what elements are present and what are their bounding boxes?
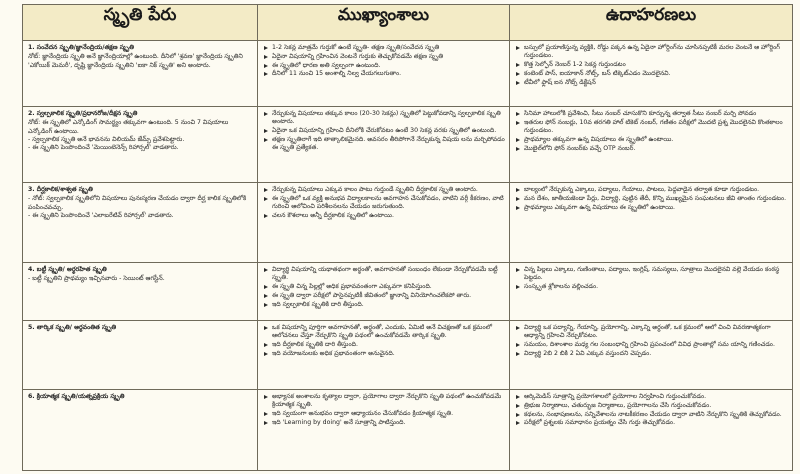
triangle-bullet-icon [516,81,520,85]
memory-note: నోట్‌: ఈ స్మృతిలో ఎన్కోడింగ్ సామర్థ్యం తక్కువగా ఉంటుంది. 5 నుంచి 7 విషయాలు ఎన్కోడింగ్ ఉంటాయి. [28,119,229,135]
list-item [515,324,788,341]
examples-cell [510,263,793,321]
memory-title: 1. సంవేదన స్మృతి/జ్ఞానేంద్రియ/తక్షణ స్మృతి [28,44,134,51]
table-row [23,263,793,321]
key-point-text: 1-2 సెకన్ల మాత్రమే గుర్తుకో ఉంటే స్మృతి- తక్షణ స్మృతి/సంవేదన స్మృతి [272,44,440,51]
key-point-text: ఒక విషయాన్ని పూర్తిగా అవగాహనతో, అర్థంతో, ఎందుకు, ఏమిటి అనే విచక్షణతో ఒక క్రమంలో ఆలోచనలు చేస్తూ నేర్చుకొని స్మృతి పథంలో ఉంచుకోవడమే తార్కిక స్మృతి. [272,324,492,340]
triangle-bullet-icon [264,129,268,133]
key-point-text: ఏదైనా విషయాన్ని గ్రహించిన వెంటనే గుర్తుకు తెచ్చుకోవడమే తక్షణ స్మృతి [272,52,444,60]
example-text: కంటెంట్ పాస్, ఐయాకాన్ నోట్స్, బస్ టిక్కెట్‌ఎడం మొదలైనవి. [524,69,671,77]
memory-note: - బట్టీ స్మృతిని ప్రాథమ్యం ఇచ్చినవారు - సెయింట్ ఆగస్టీన్. [28,275,165,283]
memory-types-table [22,4,793,471]
list-item [515,419,788,427]
table-row [23,390,793,471]
example-text: విద్యార్థి 2బి 2 బికి 2 ఏవి ఎక్కువ వస్తుందని చెప్పడం. [524,349,652,357]
list-item [515,204,788,212]
list-item [263,301,505,309]
memory-name-cell [23,263,258,321]
list-item [263,212,505,220]
triangle-bullet-icon [264,303,268,307]
triangle-bullet-icon [264,343,268,347]
list-item [263,62,505,70]
example-text: కొత్త సెల్ఫోన్ నెంబర్ 1-2 సెకన్ల గుర్తుండటం [524,61,626,69]
key-point-text: విద్యార్థి విషయాన్ని యథాతథంగా అర్థంతో, అవగాహనతో సంబంధం లేకుండా నేర్చుకోవడమే బట్టీ స్మృతి. [272,266,498,282]
memory-note: - నోట్‌: స్వల్పకాలిక స్మృతిలోని విషయాలు పునఃస్మరణ చేయడం ద్వారా దీర్ఘ కాలిక స్మృతిలోకి పంపించవచ్చు. [28,195,247,211]
key-points-list [263,186,505,220]
key-points-list [263,324,505,358]
key-points-cell [258,41,510,107]
examples-list [515,186,788,212]
list-item [515,61,788,69]
memory-note: - ఈ స్మృతిని పెంపొందించే 'మెయింటెనెన్స్ రిహార్సల్' వాడతారు. [28,144,179,152]
memory-name-cell [23,321,258,390]
example-text: పరీక్షలో ప్రశ్నలకు సమాధానం ప్రయత్నం చేసి గుర్తు తెచ్చుకోవడం. [524,419,676,427]
triangle-bullet-icon [516,413,520,417]
table-row [23,107,793,183]
table-row [23,41,793,107]
list-item [263,266,505,283]
memory-name-cell [23,41,258,107]
triangle-bullet-icon [516,421,520,425]
key-point-text: ఇది 'Learning by doing' అనే సూత్రాన్ని పాటిస్తుంది. [272,418,406,426]
triangle-bullet-icon [264,138,268,142]
triangle-bullet-icon [264,214,268,218]
key-points-list [263,266,505,309]
list-item [263,341,505,349]
example-text: సినిమా హాలులోకి ప్రవేశించి, సీటు నంబర్ చూసుకొని కూర్చున్న తర్వాత సీటు నంబర్ మర్చి పోవడం [524,110,757,117]
list-item [515,186,788,194]
example-text: సమయం, దిశాంశాల మధ్య గల సంబంధాన్ని గ్రహించి ప్రపంచంలో వివిధ ప్రాంతాల్లో సమ యాన్ని గణించడం. [524,341,775,349]
example-text: మొబైల్‌లోని ఫోన్ నంబర్‌కు వచ్చే OTP నంబర్. [524,144,636,152]
triangle-bullet-icon [516,46,520,50]
examples-list [515,324,788,358]
memory-name-cell [23,107,258,183]
list-item [515,79,788,87]
memory-name-cell [23,183,258,263]
header-key-points: ముఖ్యాంశాలు [258,5,510,41]
triangle-bullet-icon [516,404,520,408]
key-point-text: అభ్యాసక అంశాలను కృత్యాల ద్వారా, ప్రయోగాల ద్వారా నేర్చుకొని స్మృతి పథంలో ఉంచుకోవడమే క్రియాత్మక స్మృతి. [272,393,502,409]
triangle-bullet-icon [264,326,268,330]
list-item [515,350,788,358]
list-item [263,127,505,135]
memory-title: 5. తార్కిక స్మృతి/ అర్థవంతిత స్మృతి [28,324,117,331]
table-row [23,183,793,263]
examples-list [515,44,788,87]
list-item [515,70,788,78]
triangle-bullet-icon [264,421,268,425]
list-item [515,110,788,118]
examples-cell [510,390,793,471]
example-text: టీవీలో ఫ్లాష్ ఐన నోట్స్ డిక్టేషన్ [524,78,596,86]
key-point-text: నేర్చుకున్న విషయాలు ఎక్కువ కాలం పాటు గుర్తుండే స్మృతిని దీర్ఘకాలిక స్మృతి అంటారు. [272,186,478,193]
triangle-bullet-icon [264,352,268,356]
example-text: ఇతరుల ఫోన్ నంబర్లు, 10వ తరగతి హాల్ టికెట్ నంబర్, గణితం పరీక్షలో మొదటి ప్రశ్న మొదలైనవి కొంతకాలం గుర్తుండటం. [524,118,783,135]
triangle-bullet-icon [264,46,268,50]
key-point-text: చలన కౌశలాలు అన్నీ దీర్ఘకాలిక స్మృతిలో ఉంటాయి. [272,211,394,219]
examples-cell [510,321,793,390]
list-item [515,283,788,291]
memory-note: నోట్‌: జ్ఞానేంద్రియ స్మృతి అనే జ్ఞానేంద్రియాల్లో ఉంటుంది. దీనిలో 'శ్రవణ' జ్ఞానేంద్రియ స్మృతిని 'ఎకోయిక్ మెమరీ', దృష్టి జ్ఞానేంద్రియ స్మృతిని 'ఐకా నిక్ స్మృతి' అని అంటారు. [28,53,243,69]
examples-cell [510,183,793,263]
list-item [263,283,505,291]
list-item [263,53,505,61]
example-text: ప్రాథమ్యాల తక్కువగా ఉన్న విషయాలు ఈ స్మృతిలో ఉంటాయి. [524,135,674,143]
list-item [515,44,788,61]
memory-title: 6. క్రియాత్మక స్మృతి/యత్నప్రక్రియ స్మృతి [28,393,125,400]
triangle-bullet-icon [264,395,268,399]
list-item [515,341,788,349]
triangle-bullet-icon [516,147,520,151]
triangle-bullet-icon [516,188,520,192]
table-row [23,321,793,390]
key-points-list [263,44,505,79]
triangle-bullet-icon [516,268,520,272]
memory-name-cell [23,390,258,471]
list-item [263,410,505,418]
key-points-cell [258,263,510,321]
list-item [263,292,505,300]
triangle-bullet-icon [264,268,268,272]
memory-title: 3. దీర్ఘకాలిక/శాశ్వత స్మృతి [28,186,93,193]
examples-list [515,110,788,153]
example-text: విద్యార్థి ఒక పద్యాన్ని, గేయాన్ని, ప్రయోగాన్ని, ఎక్కాన్ని అర్థంతో, ఒక క్రమంలో ఆలో చించి వివరణాత్మకంగా ఆధ్యాన్ని గ్రహించి నేర్చుకోవటం. [524,324,771,340]
triangle-bullet-icon [516,343,520,347]
examples-list [515,393,788,428]
triangle-bullet-icon [264,412,268,416]
key-point-text: ఇది స్వయంగా అనుభవం ద్వారా ఆధ్యాయనం చేసుకోవడం క్రియాత్మక స్మృతి. [272,410,454,418]
example-text: త్రిభుజ నిర్మాణాలు, చతుర్భుజ నిర్మాణాలు, ప్రయోగాలను చేసి గుర్తుంచుకోవడం. [524,401,712,409]
example-text: మన దేశం, జాతీయజెండా పేర్లు, విద్యార్థి, పుట్టిన తేదీ, కొన్ని ముఖ్యమైన సంఘటనలు జీవి తాంతం గుర్తుండటం. [524,194,787,202]
list-item [515,136,788,144]
memory-note: - ఈ స్మృతిని పెంపొందించే 'ఎలాబరేటివ్ రిహార్సల్' వాడతారు. [28,211,174,219]
triangle-bullet-icon [264,285,268,289]
key-points-list [263,393,505,427]
triangle-bullet-icon [516,138,520,142]
triangle-bullet-icon [264,188,268,192]
triangle-bullet-icon [516,121,520,125]
example-text: బస్సులో ప్రయాణిస్తున్న వ్యక్తికి, రోడ్డు పక్కన ఉన్న ఏదైనా హోర్డింగ్‌ను చూసినప్పటికీ మరల వెంటనే ఆ హోర్డింగ్ గుర్తుండటం. [524,44,780,60]
triangle-bullet-icon [264,197,268,201]
key-points-cell [258,390,510,471]
triangle-bullet-icon [264,294,268,298]
list-item [263,186,505,194]
triangle-bullet-icon [516,112,520,116]
examples-cell [510,107,793,183]
key-points-cell [258,321,510,390]
header-memory-name: స్మృతి పేరు [23,5,258,41]
key-point-text: ఇది స్వల్పకాలిక స్మృతికి దారి తీస్తుంది. [272,300,364,308]
key-point-text: ఈ స్మృతిలో ఒక వ్యక్తి అనుభవ విద్యాలకాలను అవగాహన చేసుకోవడం, వాటిని వర్గీ కీకరణం, వాటి గురించి ఆలోచించి పరిశీలనలను చేయడం జరుగుతుంది. [272,194,504,211]
key-point-text: ఇది దీర్ఘకాలిక స్మృతికి దారి తీస్తుంది. [272,341,358,349]
triangle-bullet-icon [516,197,520,201]
list-item [263,419,505,427]
example-text: కథలను, సంభాషణలను, సన్నివేశాలను నాటకీకరణం చేయడం ద్వారా వాటిని నేర్చుకొని స్మృతికి తెచ్చుకోవడం. [524,410,782,418]
example-text: సంస్కృత శ్లోకాలను వల్లించడం. [524,283,599,291]
key-points-list [263,110,505,152]
list-item [515,393,788,401]
list-item [515,145,788,153]
example-text: బాల్యంలో నేర్చుకున్న ఎక్కాలు, పద్యాలు, గేయాలు, పాటలు, పెద్దవాడైన తర్వాత కూడా గుర్తుండటం. [524,186,760,193]
header-row [23,5,793,41]
triangle-bullet-icon [516,395,520,399]
list-item [263,324,505,341]
key-point-text: ఈ స్మృతి చిన్న పిల్లల్లో అధిక ప్రభావవంతంగా ఎక్కువగా కనిపిస్తుంది. [272,283,432,291]
key-points-cell [258,107,510,183]
key-point-text: ఏదైనా ఒక విషయాన్ని గ్రహించి దీనిలోకి చేరుకోవటం ఉంటే 30 సెకన్ల వరకు స్మృతిలో ఉంటుంది. [272,127,497,135]
list-item [263,195,505,212]
key-point-text: ఈ స్మృతిలో ధారణ అతి స్వల్పంగా ఉంటుంది. [272,61,381,69]
example-text: చిన్న పిల్లలు ఎక్కాలు, గుణింతాలు, పద్యాలు, ఇంగ్లిష్, సమస్యలు, సూత్రాలు మొదలైనవి వల్లె వేయడం కంఠస్థ పెట్టడం. [524,266,780,282]
list-item [263,70,505,78]
list-item [263,110,505,127]
triangle-bullet-icon [264,64,268,68]
key-point-text: ఇది వయోజనులకు అధిక ప్రభావంతంగా అనువైనది. [272,349,395,357]
memory-title: 4. బట్టీ స్మృతి/ అర్థరహిత స్మృతి [28,266,107,273]
list-item [263,350,505,358]
example-text: ఆర్కిమెడిస్ సూత్రాన్ని ప్రయోగశాలలో ప్రయోగాల నిర్వహించి గుర్తుంచుకోవడం. [524,393,707,400]
memory-note: - స్వల్పకాలిక స్మృతి అనే భావనను విలియమ్ జేమ్స్ ప్రవేశపెట్టారు. [28,135,185,143]
triangle-bullet-icon [516,326,520,330]
triangle-bullet-icon [516,206,520,210]
header-examples: ఉదాహరణలు [510,5,793,41]
key-points-cell [258,183,510,263]
triangle-bullet-icon [516,63,520,67]
triangle-bullet-icon [516,72,520,76]
triangle-bullet-icon [264,55,268,59]
key-point-text: దీనిలో 11 నుంచి 15 అంశాల్ని నిల్వ చేయగలుగుతాం. [272,70,402,78]
list-item [515,266,788,283]
triangle-bullet-icon [516,285,520,289]
memory-title: 2. స్వల్పకాలిక స్మృతి/ప్రధానరోజ/దీక్షన స్మృతి [28,110,138,117]
list-item [515,119,788,136]
list-item [263,44,505,52]
examples-list [515,266,788,291]
key-point-text: తక్షణ స్మృతిలాగే ఇది తాత్కాలికమైనది. అవసరం తీరిపోగానే నేర్చుకున్న విషయ లను మర్చిపోవడం ఈ స్మృతి ప్రత్యేకత. [272,135,505,152]
key-point-text: నేర్చుకున్న విషయాలు తక్కువ కాలం (20-30 సెకన్లు) స్మృతిలో పెట్టుకోవడాన్ని స్వల్పకాలిక స్మృతి అంటారు. [272,110,501,126]
triangle-bullet-icon [516,352,520,356]
triangle-bullet-icon [264,72,268,76]
list-item [515,402,788,410]
list-item [263,136,505,153]
list-item [515,195,788,203]
list-item [263,393,505,410]
triangle-bullet-icon [264,112,268,116]
examples-cell [510,41,793,107]
list-item [515,411,788,419]
example-text: ప్రాథమ్యాలు ఎక్కువగా ఉన్న విషయాలు ఈ స్మృతిలో ఉంటాయి. [524,203,676,211]
key-point-text: ఈ స్మృతి ద్వారా పరీక్షలో పాసైనప్పటికీ జీవితంలో జ్ఞానాన్ని వినియోగించలేకపో తారు. [272,291,472,299]
